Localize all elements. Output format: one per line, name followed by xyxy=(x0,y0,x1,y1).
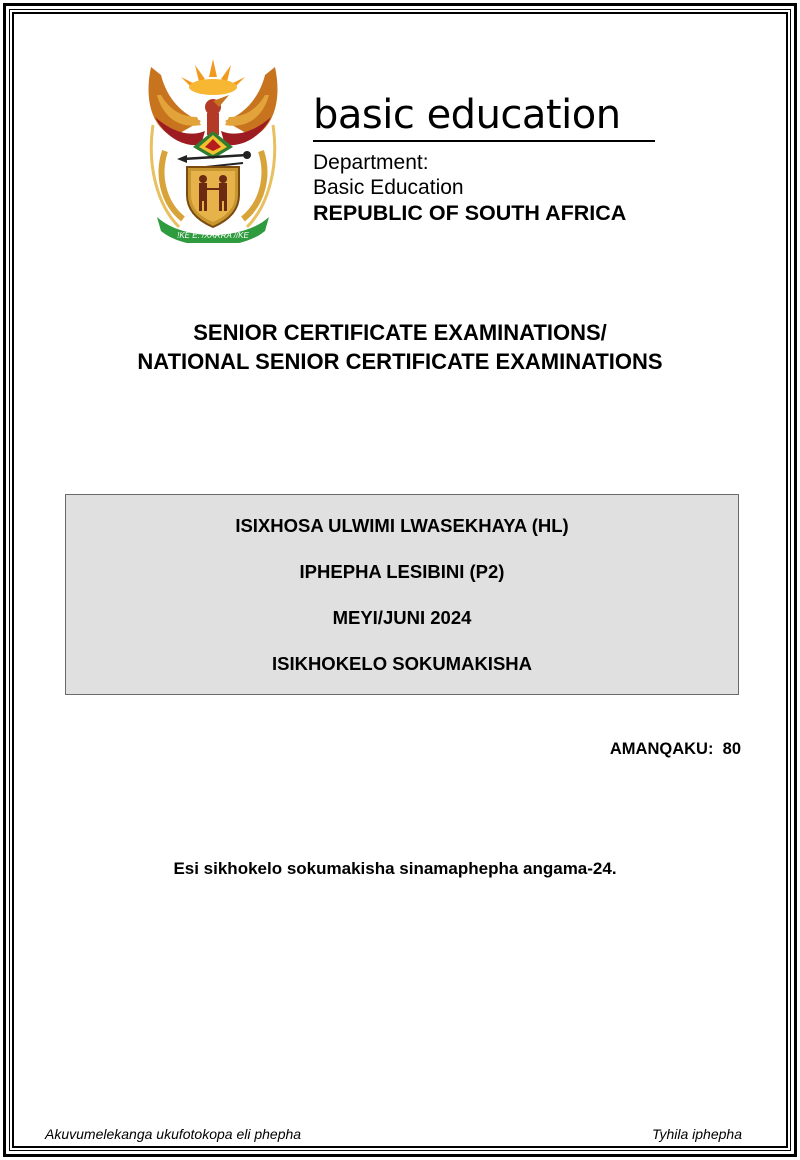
total-marks xyxy=(610,738,741,760)
svg-text:!KE E: /XARRA //KE: !KE E: /XARRA //KE xyxy=(177,231,249,240)
marks-value: 80 xyxy=(722,740,741,758)
subject-box xyxy=(65,494,739,695)
document-type: ISIKHOKELO SOKUMAKISHA xyxy=(271,653,533,674)
marks-label: AMANQAKU: xyxy=(609,740,714,758)
footer-turn-page: Tyhila iphepha xyxy=(651,1126,742,1142)
brand-divider xyxy=(313,140,655,142)
exam-heading xyxy=(0,318,800,376)
page-count-note: Esi sikhokelo sokumakisha sinamaphepha angama-24. xyxy=(173,859,617,878)
exam-heading-line1: SENIOR CERTIFICATE EXAMINATIONS/ xyxy=(193,320,607,345)
country-name: REPUBLIC OF SOUTH AFRICA xyxy=(313,201,627,225)
exam-heading-line2: NATIONAL SENIOR CERTIFICATE EXAMINATIONS xyxy=(137,349,663,374)
department-name: Basic Education xyxy=(313,176,464,199)
coat-of-arms-icon xyxy=(143,55,283,243)
department-branding xyxy=(313,92,658,226)
brand-title: basic education xyxy=(313,92,621,138)
footer-copyright-notice: Akuvumelekanga ukufotokopa eli phepha xyxy=(45,1126,302,1142)
exam-session: MEYI/JUNI 2024 xyxy=(332,607,472,628)
subject-title: ISIXHOSA ULWIMI LWASEKHAYA (HL) xyxy=(235,515,569,536)
paper-number: IPHEPHA LESIBINI (P2) xyxy=(299,561,505,582)
department-label: Department: xyxy=(313,151,429,174)
